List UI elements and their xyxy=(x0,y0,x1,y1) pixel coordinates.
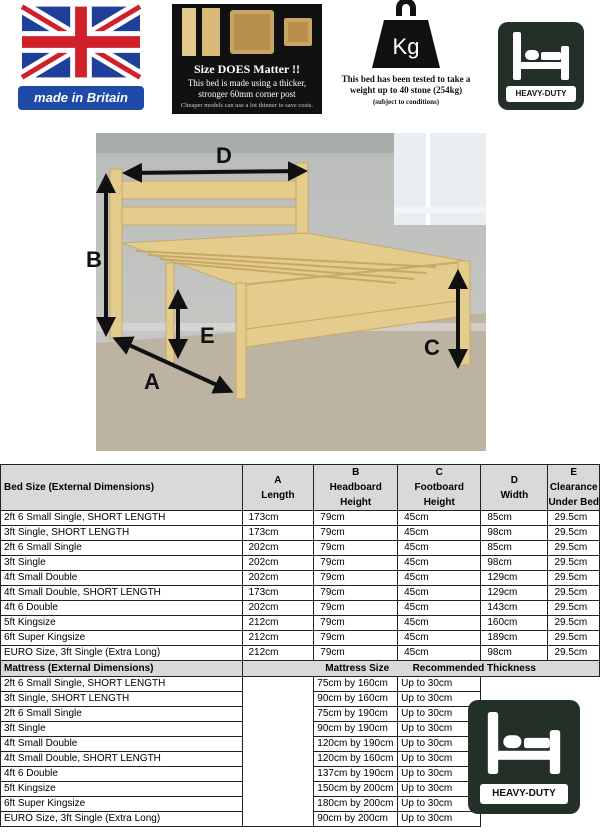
dimension-value-cell: 173cm xyxy=(242,586,314,601)
bed-size-header: Bed Size (External Dimensions) xyxy=(1,465,243,511)
dimension-value-cell: 45cm xyxy=(398,616,481,631)
size-matters-title: Size DOES Matter !! xyxy=(193,62,301,76)
dimension-value-cell: 143cm xyxy=(481,601,548,616)
mattress-thickness-cell: Up to 30cm xyxy=(398,692,481,707)
mattress-size-cell: 90cm by 160cm xyxy=(314,692,398,707)
heavy-duty-badge-large xyxy=(468,700,580,814)
dimension-value-cell: 29.5cm xyxy=(548,511,600,526)
dimension-value-cell: 45cm xyxy=(398,556,481,571)
dimension-row xyxy=(1,601,600,616)
mattress-size-cell: 137cm by 190cm xyxy=(314,767,398,782)
bed-size-cell: 6ft Super Kingsize xyxy=(1,631,243,646)
dimension-row xyxy=(1,631,600,646)
bed-size-cell: 4ft Small Double xyxy=(1,571,243,586)
dimension-value-cell: 45cm xyxy=(398,526,481,541)
dimension-value-cell: 29.5cm xyxy=(548,616,600,631)
dimension-value-cell: 45cm xyxy=(398,511,481,526)
dimension-value-cell: 129cm xyxy=(481,571,548,586)
dimension-value-cell: 79cm xyxy=(314,541,398,556)
dimension-row xyxy=(1,511,600,526)
mattress-type-cell: 4ft Small Double, SHORT LENGTH xyxy=(1,752,243,767)
footboard-height-header: C Footboard Height xyxy=(398,465,481,511)
dimension-value-cell: 79cm xyxy=(314,571,398,586)
dimension-row xyxy=(1,556,600,571)
dimension-row xyxy=(1,586,600,601)
bed-size-cell: 2ft 6 Small Single xyxy=(1,541,243,556)
mattress-size-cell: 180cm by 200cm xyxy=(314,797,398,812)
recommended-thickness-header: Recommended Thickness xyxy=(398,661,548,677)
bed-size-cell: 3ft Single xyxy=(1,556,243,571)
mattress-size-header: Mattress Size xyxy=(314,661,398,677)
dimension-label-a: A xyxy=(144,369,160,394)
dimension-value-cell: 79cm xyxy=(314,646,398,661)
dimension-value-cell: 160cm xyxy=(481,616,548,631)
dimension-value-cell: 29.5cm xyxy=(548,556,600,571)
mattress-size-cell: 120cm by 190cm xyxy=(314,737,398,752)
dimension-value-cell: 212cm xyxy=(242,646,314,661)
dimension-value-cell: 98cm xyxy=(481,526,548,541)
dimension-value-cell: 129cm xyxy=(481,586,548,601)
mattress-size-cell: 120cm by 160cm xyxy=(314,752,398,767)
corner-posts-icon xyxy=(178,6,316,58)
dimension-value-cell: 202cm xyxy=(242,556,314,571)
dimension-value-cell: 98cm xyxy=(481,646,548,661)
dimension-value-cell: 79cm xyxy=(314,601,398,616)
mattress-type-cell: 6ft Super Kingsize xyxy=(1,797,243,812)
dimension-value-cell: 45cm xyxy=(398,631,481,646)
dimension-value-cell: 189cm xyxy=(481,631,548,646)
bed-icon xyxy=(511,32,571,80)
bed-icon xyxy=(484,712,564,774)
mattress-type-cell: 4ft Small Double xyxy=(1,737,243,752)
dimension-label-d: D xyxy=(216,143,232,168)
dimension-value-cell: 98cm xyxy=(481,556,548,571)
dimension-value-cell: 173cm xyxy=(242,511,314,526)
dimension-label-b: B xyxy=(86,247,102,272)
kettlebell-weight-icon xyxy=(370,4,442,70)
mattress-thickness-cell: Up to 30cm xyxy=(398,782,481,797)
mattress-type-cell: 3ft Single, SHORT LENGTH xyxy=(1,692,243,707)
dimension-value-cell: 202cm xyxy=(242,541,314,556)
mattress-type-cell: EURO Size, 3ft Single (Extra Long) xyxy=(1,812,243,827)
mattress-row xyxy=(1,677,600,692)
dimension-value-cell: 45cm xyxy=(398,586,481,601)
mattress-header-row xyxy=(1,661,600,677)
size-matters-note: Cheaper models can use a lot thinner to save costs. xyxy=(180,102,314,109)
feature-banner xyxy=(0,0,600,120)
mattress-size-cell: 75cm by 190cm xyxy=(314,707,398,722)
mattress-size-cell: 90cm by 200cm xyxy=(314,812,398,827)
heavy-duty-label: HEAVY-DUTY xyxy=(480,784,568,804)
dimension-value-cell: 212cm xyxy=(242,631,314,646)
heavy-duty-badge xyxy=(498,22,584,110)
width-header: D Width xyxy=(481,465,548,511)
size-matters-badge xyxy=(172,4,322,114)
dimension-row xyxy=(1,646,600,661)
mattress-type-cell: 4ft 6 Double xyxy=(1,767,243,782)
headboard-height-header: B Headboard Height xyxy=(314,465,398,511)
dimension-value-cell: 29.5cm xyxy=(548,571,600,586)
bed-dimensions-photo xyxy=(86,133,486,451)
dimension-value-cell: 85cm xyxy=(481,511,548,526)
bed-size-cell: 4ft 6 Double xyxy=(1,601,243,616)
dimensions-rows xyxy=(1,511,600,661)
size-matters-text: This bed is made using a thicker, stronger 60mm corner post xyxy=(187,78,307,99)
made-in-britain-label: made in Britain xyxy=(18,86,144,110)
dimension-row xyxy=(1,616,600,631)
dimension-value-cell: 212cm xyxy=(242,616,314,631)
mattress-thickness-cell: Up to 30cm xyxy=(398,797,481,812)
dimension-value-cell: 79cm xyxy=(314,526,398,541)
weight-tested-text: This bed has been tested to take a weight up to 40 stone (254kg) xyxy=(341,74,471,95)
mattress-thickness-cell: Up to 30cm xyxy=(398,677,481,692)
dimension-value-cell: 45cm xyxy=(398,541,481,556)
dimension-value-cell: 29.5cm xyxy=(548,541,600,556)
mattress-type-cell: 5ft Kingsize xyxy=(1,782,243,797)
mattress-thickness-cell: Up to 30cm xyxy=(398,752,481,767)
dimension-value-cell: 79cm xyxy=(314,511,398,526)
mattress-thickness-cell: Up to 30cm xyxy=(398,737,481,752)
bed-size-cell: 5ft Kingsize xyxy=(1,616,243,631)
dimension-row xyxy=(1,571,600,586)
dimension-value-cell: 45cm xyxy=(398,571,481,586)
dimension-label-c: C xyxy=(424,335,440,360)
mattress-thickness-cell: Up to 30cm xyxy=(398,812,481,827)
mattress-thickness-cell: Up to 30cm xyxy=(398,707,481,722)
dimension-value-cell: 29.5cm xyxy=(548,586,600,601)
mattress-type-cell: 3ft Single xyxy=(1,722,243,737)
dimension-value-cell: 79cm xyxy=(314,586,398,601)
dimensions-header-row xyxy=(1,465,600,511)
dimension-row xyxy=(1,541,600,556)
dimension-value-cell: 202cm xyxy=(242,601,314,616)
weight-tested-note: (subject to conditions) xyxy=(372,98,440,106)
made-in-britain-badge xyxy=(16,6,144,110)
dimension-value-cell: 29.5cm xyxy=(548,646,600,661)
clearance-header: E Clearance Under Bed xyxy=(548,465,600,511)
dimension-value-cell: 173cm xyxy=(242,526,314,541)
mattress-thickness-cell: Up to 30cm xyxy=(398,722,481,737)
dimension-value-cell: 45cm xyxy=(398,601,481,616)
bed-size-cell: EURO Size, 3ft Single (Extra Long) xyxy=(1,646,243,661)
dimension-value-cell: 45cm xyxy=(398,646,481,661)
mattress-header: Mattress (External Dimensions) xyxy=(1,661,243,677)
mattress-size-cell: 150cm by 200cm xyxy=(314,782,398,797)
dimension-value-cell: 29.5cm xyxy=(548,631,600,646)
dimension-value-cell: 85cm xyxy=(481,541,548,556)
dimension-value-cell: 202cm xyxy=(242,571,314,586)
bed-size-cell: 2ft 6 Small Single, SHORT LENGTH xyxy=(1,511,243,526)
mattress-size-cell: 90cm by 190cm xyxy=(314,722,398,737)
union-jack-flag-icon xyxy=(22,6,140,78)
mattress-type-cell: 2ft 6 Small Single, SHORT LENGTH xyxy=(1,677,243,692)
mattress-size-cell: 75cm by 160cm xyxy=(314,677,398,692)
weight-tested-badge xyxy=(336,4,476,114)
dimension-value-cell: 79cm xyxy=(314,631,398,646)
dimension-value-cell: 29.5cm xyxy=(548,601,600,616)
mattress-type-cell: 2ft 6 Small Single xyxy=(1,707,243,722)
length-header: A Length xyxy=(242,465,314,511)
dimension-value-cell: 79cm xyxy=(314,616,398,631)
bed-size-cell: 4ft Small Double, SHORT LENGTH xyxy=(1,586,243,601)
dimension-value-cell: 29.5cm xyxy=(548,526,600,541)
mattress-thickness-cell: Up to 30cm xyxy=(398,767,481,782)
weight-unit-label: Kg xyxy=(392,34,420,59)
dimension-row xyxy=(1,526,600,541)
bed-size-cell: 3ft Single, SHORT LENGTH xyxy=(1,526,243,541)
dimension-value-cell: 79cm xyxy=(314,556,398,571)
heavy-duty-label: HEAVY-DUTY xyxy=(506,86,576,102)
dimension-label-e: E xyxy=(200,323,215,348)
